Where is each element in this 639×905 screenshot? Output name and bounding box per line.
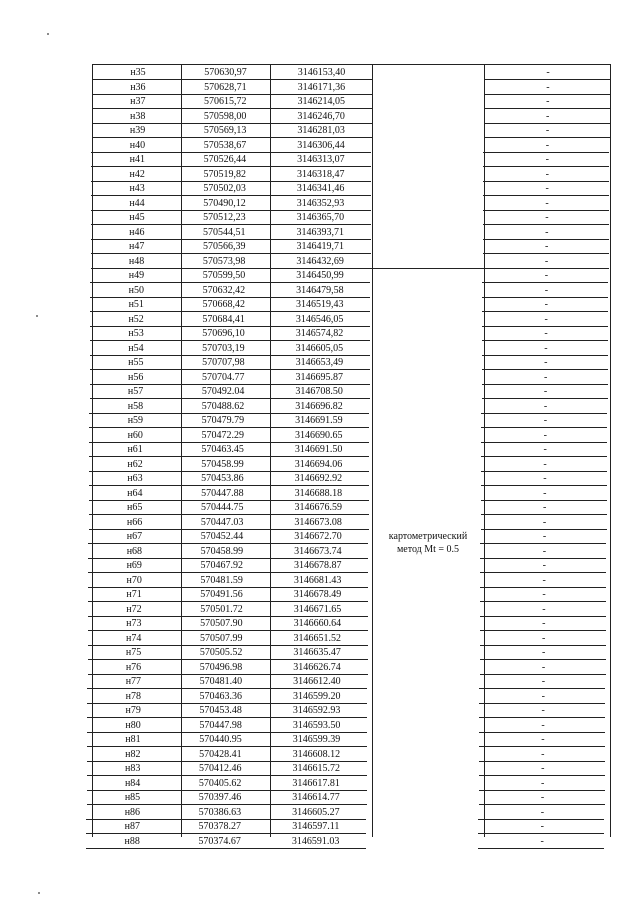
method-note [372, 530, 484, 556]
table-row [0, 573, 635, 588]
coord-x: 570544,51 [203, 226, 246, 238]
point-name: н74 [126, 632, 142, 644]
table-row [0, 616, 635, 631]
coord-x: 570440.95 [199, 734, 242, 745]
point-name: н62 [127, 458, 143, 470]
coord-y: 3146694.06 [294, 458, 343, 470]
coord-y: 3146695.87 [295, 371, 343, 383]
table-row [0, 558, 635, 573]
coord-y: 3146591.03 [291, 835, 340, 847]
coord-y: 3146597.11 [292, 821, 340, 832]
coord-x: 570378.27 [198, 821, 242, 832]
coord-x: 570502,03 [203, 183, 246, 194]
mark-cell: - [543, 444, 547, 455]
coord-x: 570492.04 [201, 386, 245, 397]
coord-x: 570397.46 [198, 792, 242, 803]
point-name: н73 [126, 618, 142, 629]
mark-cell: - [544, 371, 548, 383]
mark-cell: - [542, 618, 546, 629]
coord-x: 570405.62 [198, 777, 242, 789]
scan-speck [36, 315, 38, 317]
coord-y: 3146432,69 [296, 255, 344, 267]
coord-x: 570386.63 [198, 806, 242, 818]
mark-cell: - [545, 197, 549, 209]
coord-x: 570444.75 [200, 502, 244, 513]
table-row [0, 732, 634, 747]
table-row [0, 761, 634, 776]
coord-x: 570412.46 [198, 763, 242, 774]
mark-cell: - [545, 226, 549, 238]
mark-cell: - [543, 458, 547, 470]
point-name: н38 [129, 110, 146, 122]
coord-y: 3146672.70 [294, 531, 342, 542]
mark-cell: - [544, 357, 548, 368]
point-name: н48 [128, 255, 145, 267]
coord-x: 570447.88 [201, 487, 244, 499]
point-name: н68 [126, 545, 143, 557]
table-row [0, 312, 637, 327]
mark-cell: - [540, 821, 544, 832]
mark-cell: - [545, 154, 550, 165]
table-row [0, 718, 634, 733]
coord-x: 570696,10 [202, 328, 245, 339]
point-name: н57 [127, 386, 144, 397]
point-name: н56 [128, 371, 144, 383]
point-name: н71 [126, 589, 142, 600]
table-row [0, 602, 635, 617]
coord-x: 570374.67 [198, 835, 241, 847]
point-name: н59 [127, 415, 144, 426]
coord-y: 3146519,43 [296, 299, 344, 310]
table-row [0, 399, 636, 414]
coord-y: 3146708.50 [295, 386, 343, 397]
mark-cell: - [542, 531, 547, 542]
mark-cell: - [546, 110, 550, 122]
table-row [0, 834, 633, 849]
coord-y: 3146612.40 [293, 676, 341, 687]
coord-x: 570704.77 [201, 371, 245, 383]
coord-x: 570505.52 [199, 647, 243, 658]
point-name: н58 [127, 400, 144, 412]
coord-x: 570573,98 [202, 255, 246, 267]
point-name: н81 [125, 734, 141, 745]
coord-x: 570458.99 [200, 545, 244, 557]
coord-y: 3146214,05 [297, 96, 346, 107]
coord-y: 3146681.43 [293, 574, 342, 586]
point-name: н51 [128, 299, 144, 310]
mark-cell: - [541, 748, 545, 760]
coord-x: 570519,82 [203, 168, 246, 180]
coord-x: 570628,71 [204, 81, 247, 93]
table-row [0, 355, 637, 370]
coord-y: 3146626.74 [293, 661, 341, 673]
point-name: н84 [124, 777, 141, 789]
mark-cell: - [544, 342, 548, 354]
scan-speck [38, 892, 40, 894]
table-row [0, 181, 638, 196]
coord-y: 3146671.65 [293, 603, 342, 615]
table-row [0, 80, 639, 95]
table-row [0, 268, 637, 283]
mark-cell: - [542, 603, 546, 615]
coord-y: 3146281,03 [297, 125, 345, 136]
mark-cell: - [540, 792, 545, 803]
row-rule-left [86, 848, 366, 849]
coord-x: 570501.72 [200, 603, 243, 615]
coord-y: 3146592.93 [292, 705, 341, 716]
mark-cell: - [542, 516, 547, 528]
table-row [0, 645, 635, 660]
coord-x: 570491.56 [200, 589, 243, 600]
coord-x: 570599,50 [202, 270, 246, 281]
table-row [0, 631, 635, 646]
mark-cell: - [544, 299, 548, 310]
point-name: н65 [127, 502, 143, 513]
coord-x: 570463.36 [199, 690, 243, 702]
mark-cell: - [543, 502, 547, 513]
coord-y: 3146419,71 [296, 241, 344, 252]
coord-y: 3146691.59 [295, 415, 343, 426]
coord-x: 570458.99 [201, 458, 244, 470]
coord-y: 3146306,44 [297, 139, 345, 151]
coord-y: 3146574,82 [295, 328, 344, 339]
mark-cell: - [543, 415, 548, 426]
coord-x: 570479.79 [201, 415, 245, 426]
table-row [0, 428, 636, 443]
coord-x: 570598,00 [203, 110, 247, 122]
coord-y: 3146635.47 [293, 647, 341, 658]
point-name: н46 [129, 226, 145, 238]
table-row [0, 805, 633, 820]
coord-x: 570512,23 [203, 212, 246, 223]
table-row [0, 370, 637, 385]
point-name: н63 [127, 473, 143, 484]
table-row [0, 776, 634, 791]
point-name: н54 [128, 342, 144, 354]
coord-x: 570452.44 [200, 531, 244, 542]
point-name: н61 [127, 444, 143, 455]
table-row [0, 326, 637, 341]
coord-y: 3146546,05 [295, 313, 344, 325]
coord-y: 3146692.92 [294, 473, 343, 484]
mark-cell: - [542, 632, 546, 644]
point-name: н88 [124, 835, 140, 847]
point-name: н83 [125, 763, 141, 774]
mark-cell: - [540, 835, 544, 847]
column-divider-y [372, 64, 373, 837]
coord-y: 3146617.81 [292, 777, 340, 789]
coord-x: 570684,41 [202, 313, 245, 325]
mark-cell: - [542, 545, 547, 557]
column-divider-x [270, 64, 271, 837]
coord-y: 3146450,99 [296, 270, 344, 281]
mark-cell: - [544, 270, 549, 281]
coord-y: 3146676.59 [294, 502, 342, 513]
mark-cell: - [541, 661, 546, 673]
point-name: н87 [124, 821, 140, 832]
mark-cell: - [544, 313, 548, 325]
mark-cell: - [541, 647, 546, 658]
coord-y: 3146678.87 [294, 560, 342, 571]
mark-cell: - [542, 589, 546, 600]
table-row [0, 254, 638, 269]
coord-y: 3146688.18 [294, 487, 343, 499]
coord-y: 3146599.39 [292, 734, 341, 745]
mark-cell: - [544, 328, 548, 339]
point-name: н80 [125, 719, 141, 731]
mark-cell: - [540, 777, 545, 789]
coord-y: 3146608.12 [292, 748, 341, 760]
coord-x: 570630,97 [204, 67, 247, 78]
table-row [0, 544, 635, 559]
coord-x: 570481.59 [200, 574, 243, 586]
point-name: н49 [128, 270, 145, 281]
point-name: н50 [128, 284, 145, 296]
table-row [0, 587, 635, 602]
mark-cell: - [543, 473, 547, 484]
scan-speck [47, 33, 49, 35]
point-name: н64 [127, 487, 143, 499]
point-name: н76 [125, 661, 142, 673]
coord-x: 570668,42 [202, 299, 245, 310]
table-top-rule [92, 64, 610, 65]
mark-cell: - [545, 241, 549, 252]
coord-y: 3146614.77 [292, 792, 340, 803]
coord-x: 570447.03 [200, 516, 244, 528]
coord-y: 3146653,49 [295, 357, 344, 368]
mark-cell: - [546, 67, 550, 78]
coord-x: 570632,42 [202, 284, 246, 296]
table-row [0, 819, 633, 834]
point-name: н36 [130, 81, 146, 93]
point-name: н75 [125, 647, 142, 658]
coord-x: 570507.90 [200, 618, 243, 629]
point-name: н69 [126, 560, 142, 571]
table-row [0, 225, 638, 240]
mark-cell: - [545, 168, 549, 180]
point-name: н42 [129, 168, 145, 180]
coord-y: 3146660.64 [293, 618, 342, 629]
mark-cell: - [543, 487, 547, 499]
table-row [0, 442, 636, 457]
table-row [0, 500, 636, 515]
coord-y: 3146593.50 [292, 719, 341, 731]
mark-cell: - [541, 763, 545, 774]
coord-y: 3146691.50 [294, 444, 343, 455]
point-name: н41 [129, 154, 146, 165]
table-row [0, 123, 639, 138]
coord-x: 570538,67 [203, 139, 247, 151]
coord-x: 570703,19 [202, 342, 245, 354]
point-name: н70 [126, 574, 142, 586]
point-name: н82 [125, 748, 141, 760]
table-row [0, 138, 638, 153]
point-name: н45 [129, 212, 145, 223]
coord-y: 3146690.65 [295, 429, 343, 441]
table-row [0, 457, 636, 472]
coord-y: 3146393,71 [296, 226, 345, 238]
coord-y: 3146318,47 [296, 168, 345, 180]
coord-y: 3146696.82 [295, 400, 343, 412]
coord-x: 570453.86 [201, 473, 244, 484]
coord-y: 3146171,36 [297, 81, 346, 93]
mark-cell: - [541, 719, 545, 731]
column-divider-method [484, 64, 485, 837]
row-rule-right [478, 848, 604, 849]
point-name: н40 [129, 139, 146, 151]
coord-x: 570707,98 [202, 357, 245, 368]
point-name: н86 [124, 806, 141, 818]
coord-y: 3146479,58 [296, 284, 344, 296]
table-row [0, 515, 636, 530]
column-divider-name [181, 64, 182, 837]
coord-y: 3146673.08 [294, 516, 342, 528]
coord-x: 570566,39 [202, 241, 246, 252]
table-row [0, 471, 636, 486]
table-row [0, 660, 635, 675]
mark-cell: - [542, 574, 546, 586]
coord-y: 3146615.72 [292, 763, 340, 774]
point-name: н78 [125, 690, 141, 702]
point-name: н85 [124, 792, 141, 803]
mark-cell: - [541, 676, 546, 687]
coord-y: 3146599.20 [293, 690, 341, 702]
coord-x: 570615,72 [204, 96, 247, 107]
table-row [0, 486, 636, 501]
coord-y: 3146341,46 [296, 183, 345, 194]
mark-cell: - [544, 284, 549, 296]
coord-y: 3146605.27 [292, 806, 340, 818]
mark-cell: - [545, 125, 550, 136]
point-name: н39 [129, 125, 146, 136]
coord-x: 570490,12 [203, 197, 246, 209]
mark-cell: - [541, 734, 545, 745]
table-row [0, 689, 634, 704]
table-row [0, 341, 637, 356]
table-border-right [610, 64, 611, 837]
coord-y: 3146365,70 [296, 212, 345, 223]
table-row [0, 529, 635, 544]
coord-y: 3146673.74 [294, 545, 342, 557]
mark-cell: - [541, 690, 545, 702]
table-row [0, 747, 634, 762]
point-name: н79 [125, 705, 141, 716]
point-name: н47 [129, 241, 145, 252]
coord-x: 570507.99 [199, 632, 243, 644]
coord-x: 570481.40 [199, 676, 243, 687]
coord-x: 570526,44 [203, 154, 247, 165]
table-row [0, 239, 638, 254]
table-row [0, 94, 639, 109]
mark-cell: - [545, 212, 549, 223]
point-name: н72 [126, 603, 142, 615]
coord-x: 570472.29 [201, 429, 244, 441]
coord-x: 570496.98 [199, 661, 243, 673]
mark-cell: - [546, 81, 550, 93]
coord-y: 3146605,05 [295, 342, 344, 354]
point-name: н37 [130, 96, 146, 107]
mark-cell: - [544, 255, 549, 267]
coord-y: 3146651.52 [293, 632, 341, 644]
mark-cell: - [543, 429, 547, 441]
mark-cell: - [543, 386, 548, 397]
method-note-line2: метод Mt = 0.5 [396, 544, 460, 555]
coord-y: 3146352,93 [296, 197, 345, 209]
table-row [0, 384, 637, 399]
table-row [0, 790, 634, 805]
mark-cell: - [541, 705, 545, 716]
coord-y: 3146246,70 [297, 110, 345, 122]
coord-y: 3146678.49 [293, 589, 342, 600]
table-row [0, 283, 637, 298]
mark-cell: - [546, 96, 550, 107]
coord-x: 570453.48 [199, 705, 242, 716]
coord-x: 570569,13 [203, 125, 247, 136]
mark-cell: - [545, 183, 549, 194]
coord-x: 570467.92 [200, 560, 244, 571]
mark-cell: - [543, 400, 548, 412]
table-row [0, 167, 638, 182]
point-name: н66 [126, 516, 143, 528]
point-name: н52 [128, 313, 144, 325]
point-name: н43 [129, 183, 145, 194]
point-name: н60 [127, 429, 143, 441]
point-name: н44 [129, 197, 145, 209]
table-row [0, 674, 634, 689]
table-row [0, 703, 634, 718]
coord-x: 570488.62 [201, 400, 245, 412]
point-name: н55 [128, 357, 144, 368]
coord-y: 3146313,07 [297, 154, 345, 165]
point-name: н77 [125, 676, 142, 687]
point-name: н35 [130, 67, 146, 78]
table-border-left [92, 64, 93, 837]
table-row [0, 152, 638, 167]
mark-cell: - [545, 139, 550, 151]
method-note-line1: картометрический [388, 531, 468, 542]
coord-y: 3146153,40 [297, 67, 346, 78]
point-name: н67 [126, 531, 143, 542]
coord-x: 570463.45 [201, 444, 244, 455]
coord-x: 570447.98 [199, 719, 242, 731]
table-row [0, 297, 637, 312]
mark-cell: - [540, 806, 545, 818]
table-row [0, 65, 639, 80]
table-row [0, 210, 638, 225]
table-row [0, 413, 636, 428]
coord-x: 570428.41 [199, 748, 242, 760]
mark-cell: - [542, 560, 546, 571]
table-row [0, 109, 639, 124]
point-name: н53 [128, 328, 144, 339]
table-row [0, 196, 638, 211]
